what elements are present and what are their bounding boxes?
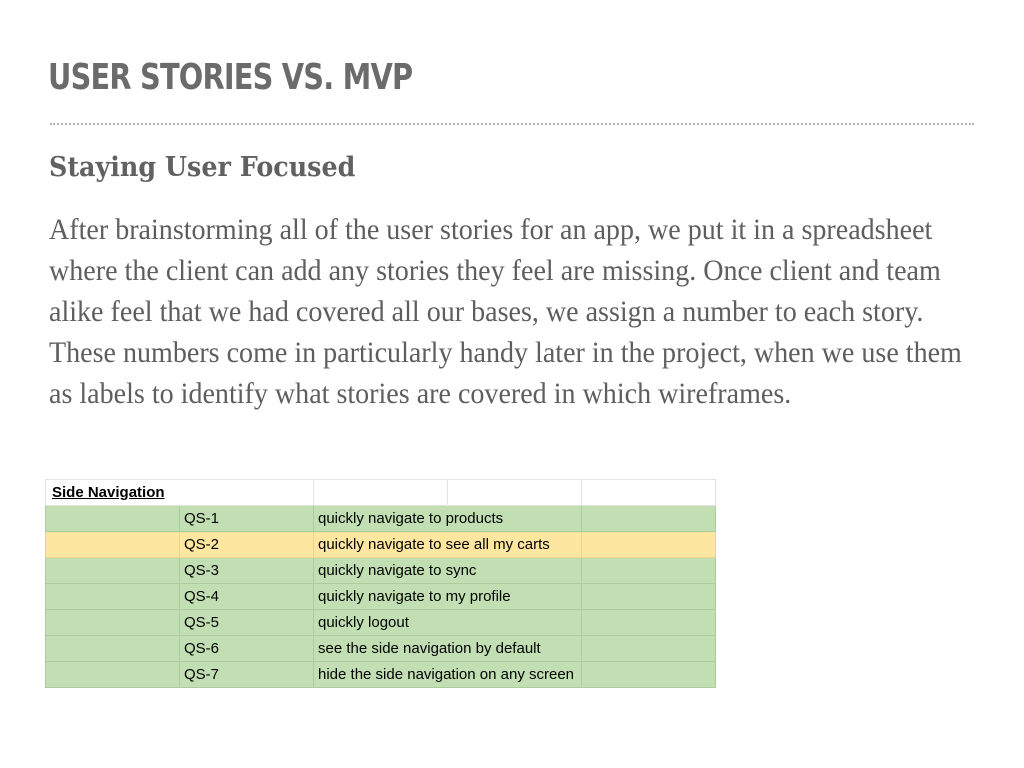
story-id-cell: QS-1 (180, 506, 314, 532)
table-cell (582, 610, 716, 636)
story-text-cell: quickly navigate to products (314, 506, 582, 532)
slide-subtitle: Staying User Focused (49, 152, 356, 183)
story-id-cell: QS-5 (180, 610, 314, 636)
table-row (46, 610, 716, 636)
table-cell (46, 636, 180, 662)
section-label: Side Navigation (46, 480, 314, 506)
table-cell (582, 480, 716, 506)
story-id-cell: QS-2 (180, 532, 314, 558)
table-cell (46, 610, 180, 636)
table-cell (582, 636, 716, 662)
story-text-cell: hide the side navigation on any screen (314, 662, 582, 688)
story-text-cell: quickly navigate to sync (314, 558, 582, 584)
table-row (46, 558, 716, 584)
table-cell (46, 584, 180, 610)
table-cell (46, 558, 180, 584)
story-text-cell: see the side navigation by default (314, 636, 582, 662)
table-cell (46, 532, 180, 558)
story-id-cell: QS-3 (180, 558, 314, 584)
table-cell (582, 584, 716, 610)
table-header-row (46, 480, 716, 506)
story-id-cell: QS-6 (180, 636, 314, 662)
table-row (46, 532, 716, 558)
table-cell (314, 480, 448, 506)
story-text-cell: quickly navigate to see all my carts (314, 532, 582, 558)
story-id-cell: QS-4 (180, 584, 314, 610)
story-text-cell: quickly logout (314, 610, 582, 636)
table-cell (448, 480, 582, 506)
story-id-cell: QS-7 (180, 662, 314, 688)
story-text-cell: quickly navigate to my profile (314, 584, 582, 610)
body-paragraph: After brainstorming all of the user stories for an app, we put it in a spreadsheet where the client can add any stories they feel are missing. Once client and team alike feel that we had covered all our bases, we assign a number to each story. These numbers come in particularly handy later in the project, when we use them as labels to identify what stories are covered in which wireframes. (49, 213, 962, 410)
slide-title: USER STORIES VS. MVP (48, 57, 413, 98)
table-row (46, 662, 716, 688)
table-row (46, 506, 716, 532)
title-divider (50, 123, 974, 125)
table-row (46, 636, 716, 662)
table-cell (582, 506, 716, 532)
table-cell (46, 506, 180, 532)
user-stories-table (45, 479, 716, 688)
table-cell (582, 558, 716, 584)
table-cell (582, 532, 716, 558)
table-cell (582, 662, 716, 688)
table-row (46, 584, 716, 610)
table-cell (46, 662, 180, 688)
